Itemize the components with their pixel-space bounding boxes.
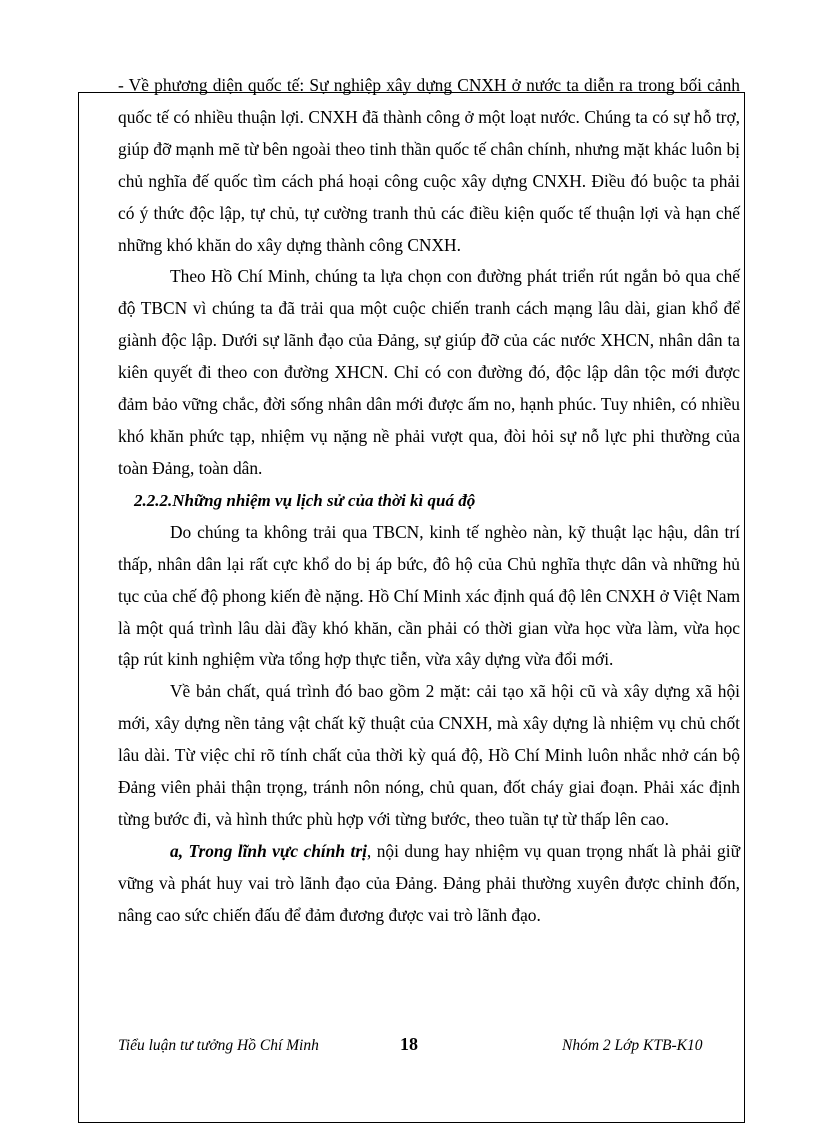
- paragraph-ho-chi-minh-path: Theo Hồ Chí Minh, chúng ta lựa chọn con đường phát triển rút ngắn bỏ qua chế độ TBCN vì chúng ta đã trải qua một cuộc chiến tranh cách mạng lâu dài, gian khổ để giành độc lập. Dưới sự lãnh đạo của Đảng, sự giúp đỡ của các nước XHCN, nhân dân ta kiên quyết đi theo con đường XHCN. Chỉ có con đường đó, độc lập dân tộc mới được đảm bảo vững chắc, đời sống nhân dân mới được ấm no, hạnh phúc. Tuy nhiên, có nhiều khó khăn phức tạp, nhiệm vụ nặng nề phải vượt qua, đòi hỏi sự nỗ lực phi thường của toàn Đảng, toàn dân.: [118, 266, 740, 478]
- paragraph-politics-lead: a, Trong lĩnh vực chính trị: [170, 840, 367, 861]
- paragraph-international: - Về phương diện quốc tế: Sự nghiệp xây dựng CNXH ở nước ta diễn ra trong bối cảnh quốc tế có nhiều thuận lợi. CNXH đã thành công ở một loạt nước. Chúng ta có sự hỗ trợ, giúp đỡ mạnh mẽ từ bên ngoài theo tinh thần quốc tế chân chính, nhưng mặt khác luôn bị chủ nghĩa đế quốc tìm cách phá hoại công cuộc xây dựng CNXH. Điều đó buộc ta phải có ý thức độc lập, tự chủ, tự cường tranh thủ các điều kiện quốc tế thuận lợi và hạn chế những khó khăn do xây dựng thành công CNXH.: [118, 75, 740, 255]
- document-body: [118, 70, 740, 932]
- footer-title: Tiểu luận tư tưởng Hồ Chí Minh: [118, 1037, 319, 1054]
- paragraph-politics-text: , nội dung hay nhiệm vụ quan trọng nhất là phải giữ vững và phát huy vai trò lãnh đạo của Đảng. Đảng phải thường xuyên được chỉnh đốn, nâng cao sức chiến đấu để đảm đương được vai trò lãnh đạo.: [118, 840, 740, 925]
- page-footer: [118, 1034, 718, 1061]
- footer-group: Nhóm 2 Lớp KTB-K10: [562, 1037, 703, 1054]
- section-heading: 2.2.2.Những nhiệm vụ lịch sử của thời kì quá độ: [134, 490, 476, 510]
- page-number: 18: [400, 1034, 418, 1054]
- paragraph-background: Do chúng ta không trải qua TBCN, kinh tế nghèo nàn, kỹ thuật lạc hậu, dân trí thấp, nhân dân lại rất cực khổ do bị áp bức, đô hộ của Chủ nghĩa thực dân và những hủ tục của chế độ phong kiến đè nặng. Hồ Chí Minh xác định quá độ lên CNXH ở Việt Nam là một quá trình lâu dài đầy khó khăn, cần phải có thời gian vừa học vừa làm, vừa học tập rút kinh nghiệm vừa tổng hợp thực tiễn, vừa xây dựng vừa đổi mới.: [118, 521, 740, 670]
- paragraph-nature: Về bản chất, quá trình đó bao gồm 2 mặt: cải tạo xã hội cũ và xây dựng xã hội mới, xây dựng nền tảng vật chất kỹ thuật của CNXH, mà xây dựng là nhiệm vụ chủ chốt lâu dài. Từ việc chỉ rõ tính chất của thời kỳ quá độ, Hồ Chí Minh luôn nhắc nhở cán bộ Đảng viên phải thận trọng, tránh nôn nóng, chủ quan, đốt cháy giai đoạn. Phải xác định từng bước đi, và hình thức phù hợp với từng bước, theo tuần tự từ thấp lên cao.: [118, 681, 740, 829]
- paragraph-politics: [118, 836, 740, 932]
